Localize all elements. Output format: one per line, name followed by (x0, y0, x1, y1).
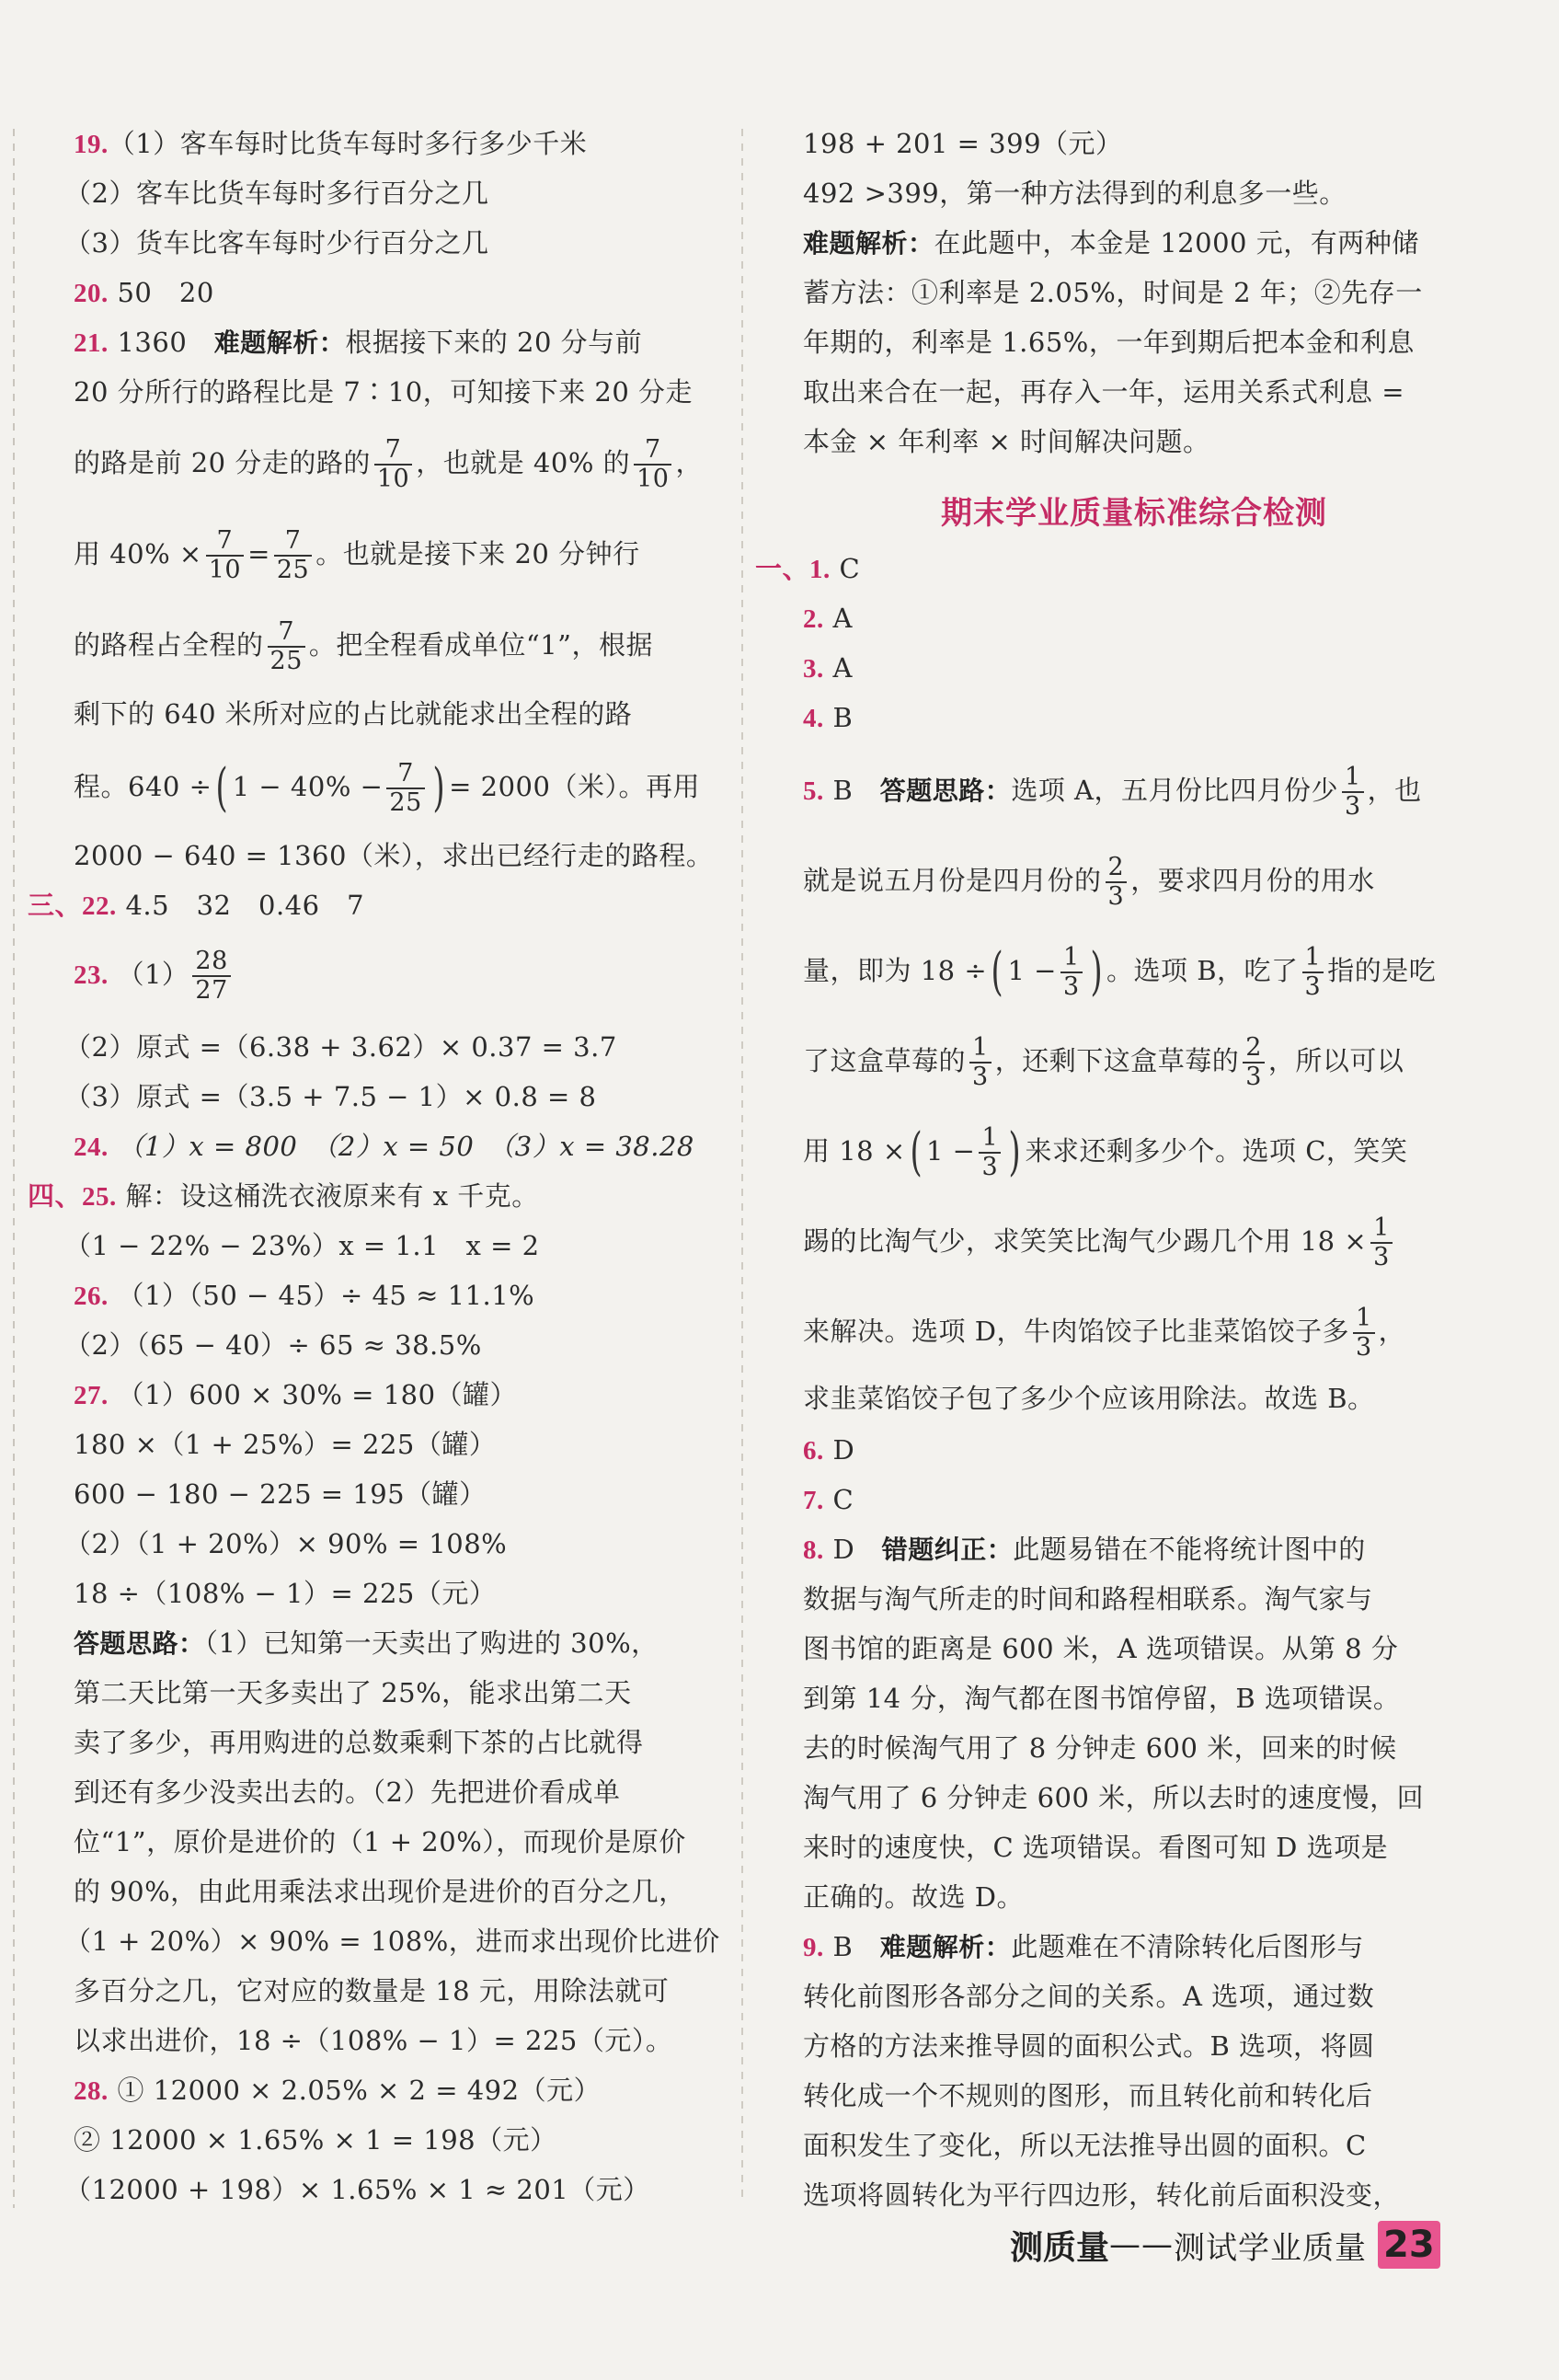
q28-cont-2: 492 >399，第一种方法得到的利息多一些。 (803, 178, 1347, 209)
q27-explain-8: 多百分之几，它对应的数量是 18 元，用除法就可 (74, 1975, 670, 2006)
section-1-q1: 一、1. C (755, 553, 861, 584)
q9-line3: 方格的方法来推导圆的面积公式。B 选项，将圆 (803, 2030, 1375, 2062)
q27-explain-5: 位“1”，原价是进价的（1 + 20%），而现价是原价 (74, 1826, 686, 1857)
q26-line2: （2）（65 − 40）÷ 65 ≈ 38.5% (64, 1329, 482, 1361)
q5-line2: 就是说五月份是四月份的 $\frac{2}{3}$ ，要求四月份的用水 (803, 853, 1375, 911)
q7: 7. C (803, 1484, 854, 1515)
q28-explain-3: 年期的，利率是 1.65%，一年到期后把本金和利息 (803, 327, 1415, 358)
q21-line3: 的路是前 20 分走的路的 $\frac{7}{10}$ ，也就是 40% 的 $\frac{7}{10}$ ， (74, 435, 703, 493)
section-title: 期末学业质量标准综合检测 (941, 495, 1327, 532)
fraction-7-25: $\frac{7}{25}$ (386, 760, 424, 817)
fraction-2-3: $\frac{2}{3}$ (1243, 1034, 1265, 1091)
q27-line2: 180 ×（1 + 25%）= 225（罐） (74, 1429, 497, 1460)
q28-explain-2: 蓄方法：①利率是 2.05%，时间是 2 年；②先存一 (803, 277, 1423, 308)
footer-subtitle: 测试学业质量 (1174, 2229, 1368, 2267)
q23-line3: （3）原式 =（3.5 + 7.5 − 1）× 0.8 = 8 (64, 1081, 597, 1112)
fraction-2-3: $\frac{2}{3}$ (1106, 854, 1128, 911)
q5-line7: 来解决。选项 D，牛肉馅饺子比韭菜馅饺子多 $\frac{1}{3}$ ， (803, 1304, 1406, 1362)
q8-line6: 淘气用了 6 分钟走 600 米，所以去时的速度慢，回 (803, 1782, 1425, 1813)
q23-line1: 23. （1） $\frac{28}{27}$ (28, 948, 727, 1005)
q28-line2: ② 12000 × 1.65% × 1 = 198（元） (74, 2124, 557, 2156)
q8-line2: 数据与淘气所走的时间和路程相联系。淘气家与 (803, 1583, 1373, 1615)
q6: 6. D (803, 1434, 855, 1466)
q21-line2: 20 分所行的路程比是 7∶10，可知接下来 20 分走 (74, 376, 694, 408)
fraction-1-3: $\frac{1}{3}$ (1370, 1214, 1393, 1271)
fraction-1-3: $\frac{1}{3}$ (1353, 1305, 1375, 1362)
q27-line3: 600 − 180 − 225 = 195（罐） (74, 1478, 487, 1510)
q5-line6: 踢的比淘气少，求笑笑比淘气少踢几个用 18 × $\frac{1}{3}$ (775, 1214, 1493, 1271)
q8-line3: 图书馆的距离是 600 米，A 选项错误。从第 8 分 (803, 1633, 1399, 1664)
q3: 3. A (803, 652, 853, 684)
section-3-q22: 三、22. 4.5 32 0.46 7 (28, 890, 365, 921)
fraction-7-10: $\frac{7}{10}$ (374, 436, 412, 493)
fraction-1-3: $\frac{1}{3}$ (1060, 944, 1083, 1001)
q21-line7: 程。640 ÷( 1 − 40% − $\frac{7}{25}$ ) = 2000（米）。再用 (74, 758, 700, 818)
q27-explain-4: 到还有多少没卖出去的。（2）先把进价看成单 (74, 1776, 621, 1808)
q19-line2: （2）客车比货车每时多行百分之几 (64, 178, 489, 209)
q24: 24. （1）x = 800 （2）x = 50 （3）x = 38.28 (74, 1131, 694, 1162)
q28-line1: 28. ① 12000 × 2.05% × 2 = 492（元） (74, 2075, 602, 2106)
q5-line3: 量，即为 18 ÷( 1 − $\frac{1}{3}$ ) 。选项 B，吃了 $\frac{1}{3}$ 指的是吃 (803, 942, 1437, 1002)
q28-explain-5: 本金 × 年利率 × 时间解决问题。 (803, 426, 1210, 457)
q9-line5: 面积发生了变化，所以无法推导出圆的面积。C (803, 2130, 1367, 2161)
q5-line8: 求韭菜馅饺子包了多少个应该用除法。故选 B。 (803, 1383, 1375, 1414)
fraction-1-3: $\frac{1}{3}$ (979, 1124, 1001, 1181)
q27-explain-3: 卖了多少，再用购进的总数乘剩下茶的占比就得 (74, 1727, 644, 1758)
q21-line1: 21. 1360 难题解析：根据接下来的 20 分与前 (74, 327, 643, 358)
column-divider (741, 129, 743, 2199)
fraction-28-27: $\frac{28}{27}$ (192, 948, 230, 1005)
q2: 2. A (803, 603, 853, 634)
footer-dash: —— (1109, 2226, 1175, 2263)
q21-line5: 的路程占全程的 $\frac{7}{25}$ 。把全程看成单位“1”，根据 (74, 617, 653, 675)
q23-line2: （2）原式 =（6.38 + 3.62）× 0.37 = 3.7 (64, 1031, 617, 1063)
q19-line1: 19.（1）客车每时比货车每时多行多少千米 (74, 128, 588, 159)
q27-line4: （2）（1 + 20%）× 90% = 108% (64, 1528, 508, 1559)
left-edge-dots (13, 129, 15, 2208)
fraction-7-25: $\frac{7}{25}$ (274, 527, 312, 584)
q27-explain-2: 第二天比第一天多卖出了 25%，能求出第二天 (74, 1677, 632, 1708)
q5-line5: 用 18 ×( 1 − $\frac{1}{3}$ ) 来求还剩多少个。选项 C，笑笑 (803, 1122, 1408, 1182)
q27-explain-7: （1 + 20%）× 90% = 108%，进而求出现价比进价 (64, 1926, 720, 1957)
q9-line2: 转化前图形各部分之间的关系。A 选项，通过数 (803, 1981, 1375, 2012)
page-footer (1010, 2217, 1440, 2272)
q27-line5: 18 ÷（108% − 1）= 225（元） (74, 1578, 497, 1609)
q4: 4. B (803, 702, 854, 733)
section-4-q25: 四、25. 解：设这桶洗衣液原来有 x 千克。 (28, 1180, 539, 1212)
q28-explain-1: 难题解析：在此题中，本金是 12000 元，有两种储 (803, 227, 1419, 259)
q28-explain-4: 取出来合在一起，再存入一年，运用关系式利息 = (803, 376, 1405, 408)
q21-line6: 剩下的 640 米所对应的占比就能求出全程的路 (74, 698, 633, 730)
q27-line1: 27. （1）600 × 30% = 180（罐） (74, 1379, 518, 1410)
q21-line4: 用 40% × $\frac{7}{10}$ = $\frac{7}{25}$ 。也就是接下来 20 分钟行 (74, 526, 640, 584)
q26-line1: 26. （1）（50 − 45）÷ 45 ≈ 11.1% (74, 1280, 535, 1311)
q8-line1: 8. D 错题纠正：此题易错在不能将统计图中的 (803, 1534, 1366, 1565)
fraction-7-25: $\frac{7}{25}$ (268, 618, 305, 675)
q28-cont-1: 198 + 201 = 399（元） (803, 128, 1123, 159)
q8-line4: 到第 14 分，淘气都在图书馆停留，B 选项错误。 (803, 1683, 1401, 1714)
q8-line8: 正确的。故选 D。 (803, 1881, 1024, 1913)
q25-line2: （1 − 22% − 23%）x = 1.1 x = 2 (64, 1230, 540, 1261)
q5-line4: 了这盒草莓的 $\frac{1}{3}$ ，还剩下这盒草莓的 $\frac{2}{3}$ ，所以可以 (803, 1033, 1404, 1091)
q9-line4: 转化成一个不规则的图形，而且转化前和转化后 (803, 2080, 1373, 2111)
q9-line1: 9. B 难题解析：此题难在不清除转化后图形与 (803, 1931, 1364, 1962)
q5-line1: 5. B 答题思路：选项 A，五月份比四月份少 $\frac{1}{3}$ ，也 (803, 763, 1422, 821)
footer-title: 测质量 (1010, 2228, 1110, 2267)
q19-line3: （3）货车比客车每时少行百分之几 (64, 227, 489, 259)
fraction-1-3: $\frac{1}{3}$ (1302, 944, 1324, 1001)
q20: 20. 50 20 (74, 277, 214, 308)
q27-explain-9: 以求出进价，18 ÷（108% − 1）= 225（元）。 (74, 2025, 673, 2056)
q21-line8: 2000 − 640 = 1360（米），求出已经行走的路程。 (74, 840, 714, 871)
fraction-1-3: $\frac{1}{3}$ (1342, 764, 1364, 821)
q28-line3: （12000 + 198）× 1.65% × 1 ≈ 201（元） (64, 2174, 650, 2205)
q27-explain-1: 答题思路：（1）已知第一天卖出了购进的 30%， (74, 1627, 659, 1659)
q9-line6: 选项将圆转化为平行四边形，转化前后面积没变， (803, 2179, 1401, 2211)
q27-explain-6: 的 90%，由此用乘法求出现价是进价的百分之几， (74, 1876, 686, 1907)
fraction-7-10: $\frac{7}{10}$ (634, 436, 671, 493)
fraction-7-10: $\frac{7}{10}$ (206, 527, 244, 584)
q8-line5: 去的时候淘气用了 8 分钟走 600 米，回来的时候 (803, 1732, 1397, 1764)
fraction-1-3: $\frac{1}{3}$ (969, 1034, 992, 1091)
page-number: 23 (1378, 2221, 1440, 2269)
q8-line7: 来时的速度快，C 选项错误。看图可知 D 选项是 (803, 1832, 1389, 1863)
